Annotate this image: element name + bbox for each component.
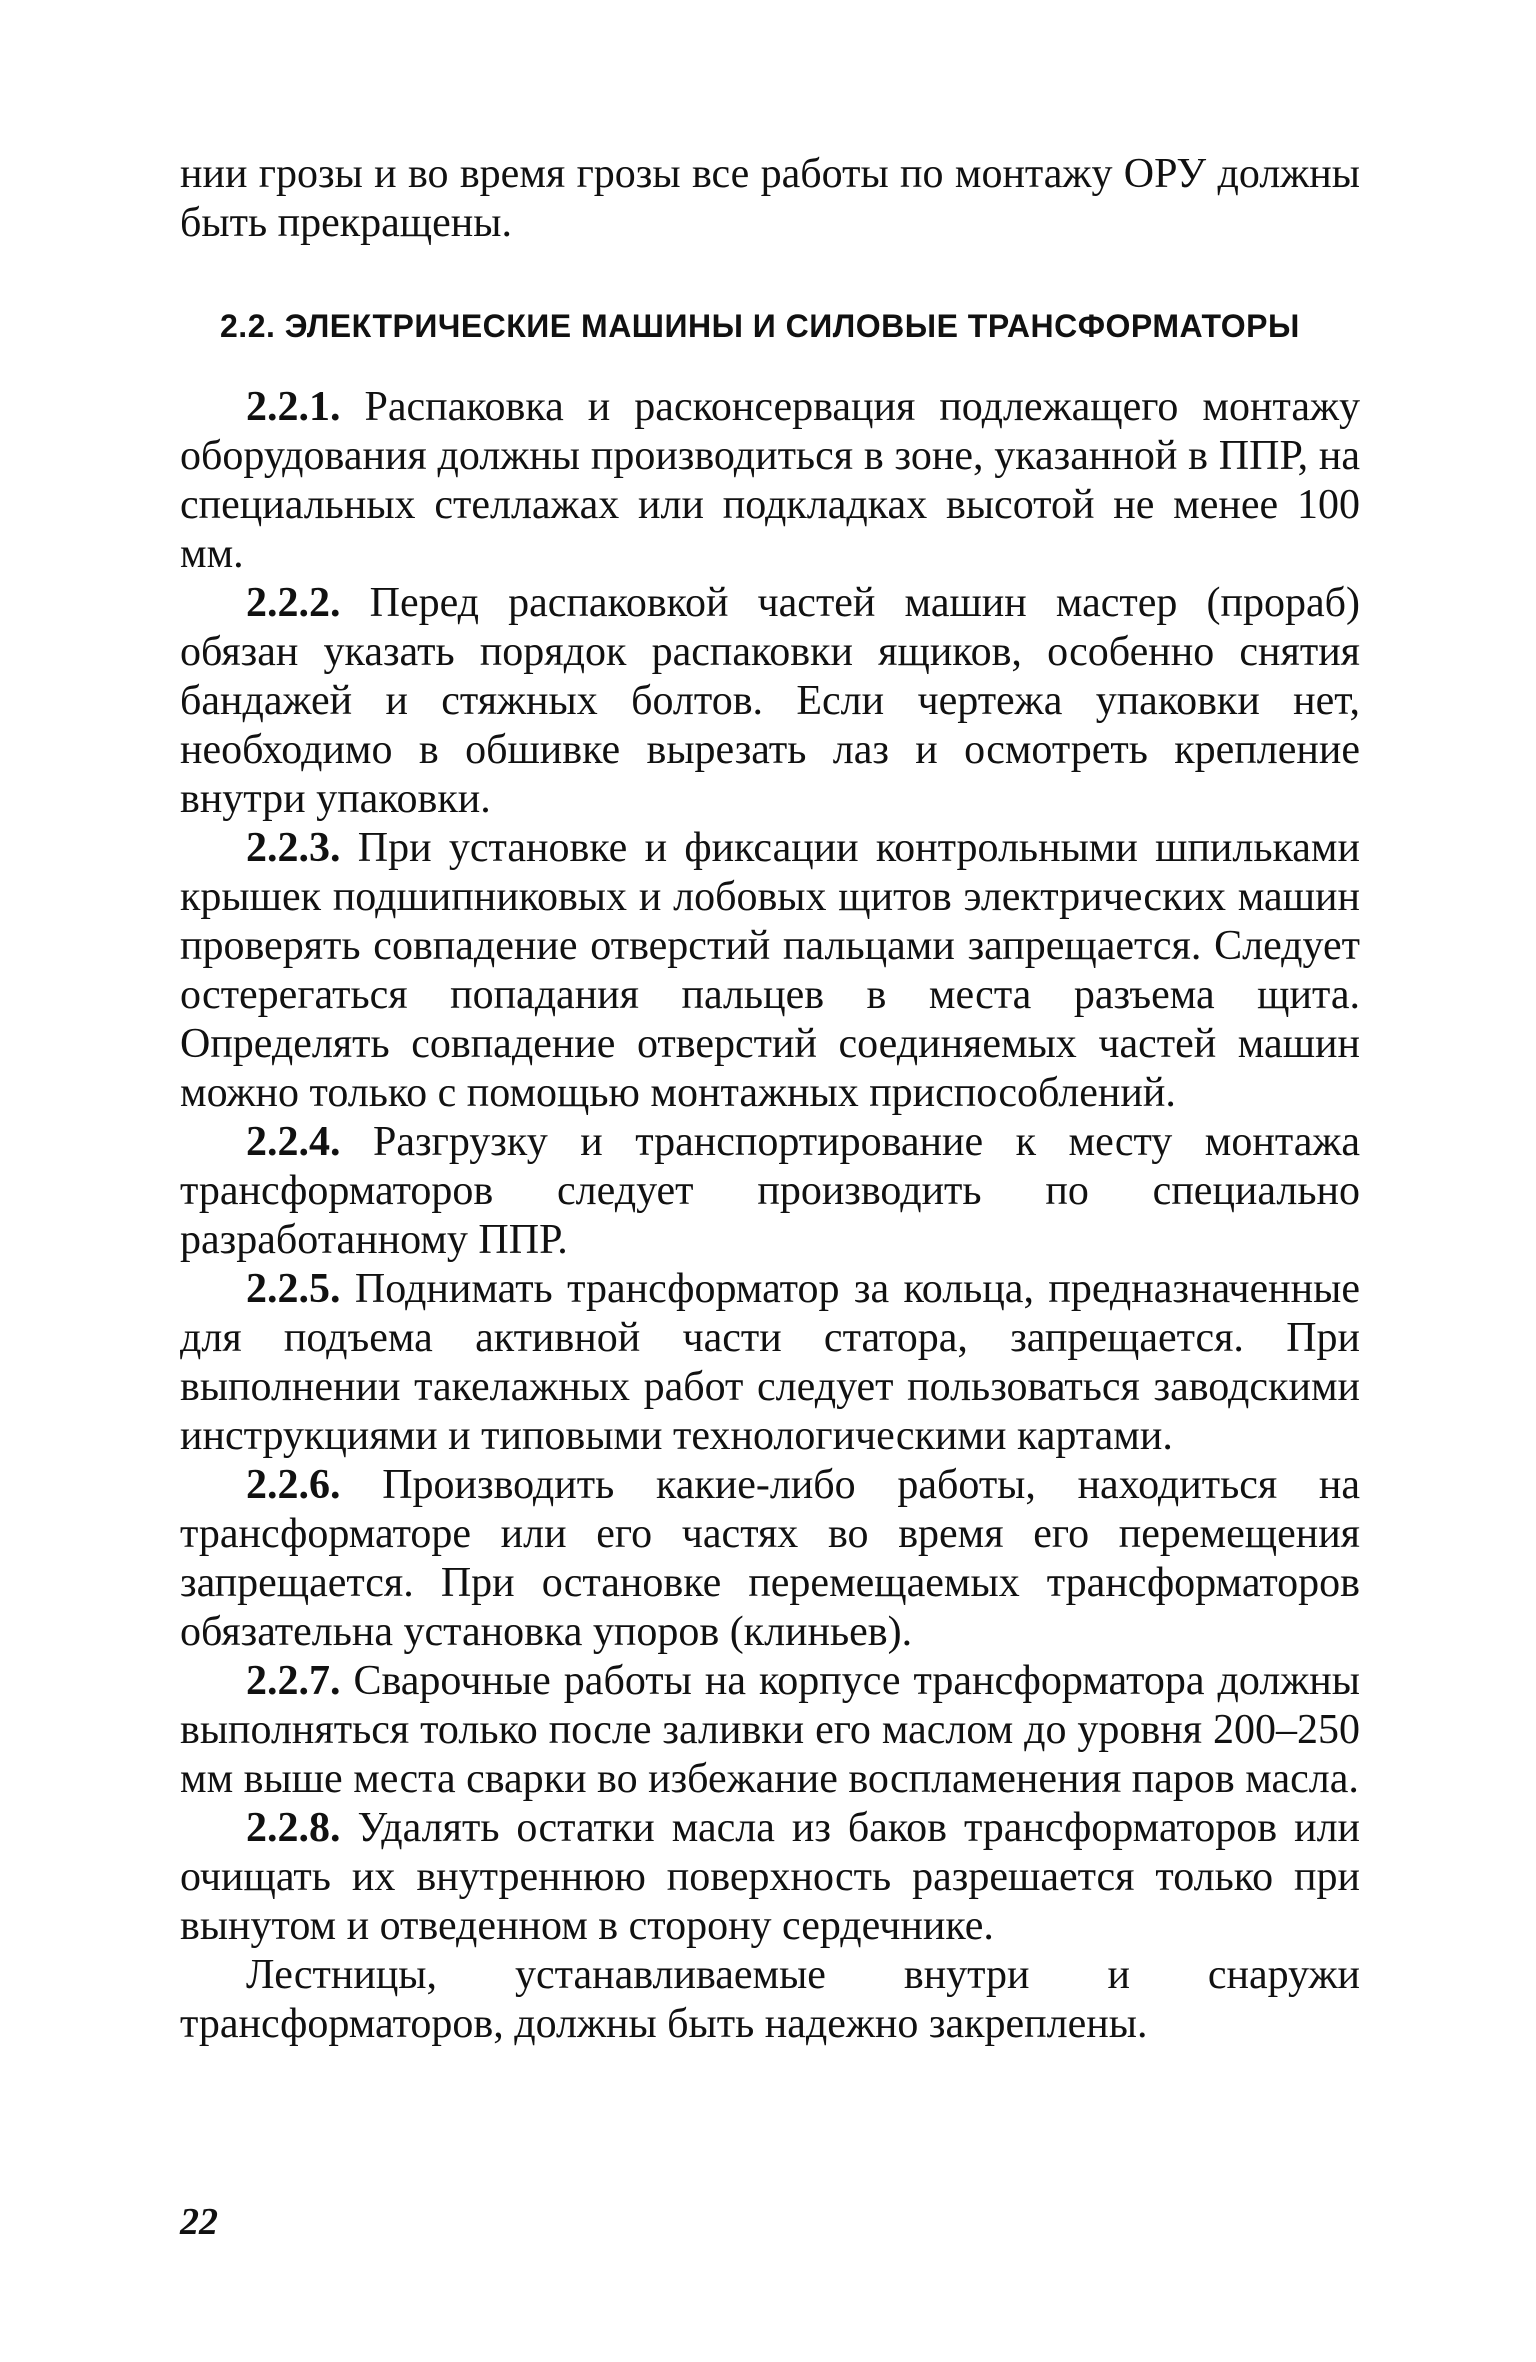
paragraph-2-2-6 [180,1461,1360,1657]
paragraph-number: 2.2.3. [246,825,341,871]
paragraph-2-2-2 [180,579,1360,824]
paragraph-number: 2.2.6. [246,1462,341,1508]
page-number: 22 [180,2201,218,2243]
paragraph-number: 2.2.7. [246,1658,341,1704]
intro-paragraph: нии грозы и во время грозы все работы по монтажу ОРУ должны быть прекращены. [180,151,1360,246]
closing-paragraph: Лестницы, устанавливаемые внутри и снаружи трансформаторов, должны быть надежно закреплены. [180,1952,1360,2047]
section-heading: 2.2. ЭЛЕКТРИЧЕСКИЕ МАШИНЫ И СИЛОВЫЕ ТРАНСФОРМАТОРЫ [220,308,1300,344]
paragraph-text: При установке и фиксации контрольными шпильками крышек подшипниковых и лобовых щитов электрических машин проверять совпадение отверстий пальцами запрещается. Следует остерегаться попадания пальцев в места разъема щита. Определять совпадение отверстий соединяемых частей машин можно только с помощью монтажных приспособлений. [180,825,1360,1116]
paragraph-text: Сварочные работы на корпусе трансформатора должны выполняться только после заливки его маслом до уровня 200–250 мм выше места сварки во избежание воспламенения паров масла. [180,1658,1360,1802]
paragraph-number: 2.2.4. [246,1119,341,1165]
paragraph-text: Перед распаковкой частей машин мастер (прораб) обязан указать порядок распаковки ящиков, особенно снятия бандажей и стяжных болтов. Если чертежа упаковки нет, необходимо в обшивке вырезать лаз и осмотреть крепление внутри упаковки. [180,580,1361,822]
paragraph-text: Распаковка и расконсервация подлежащего монтажу оборудования должны производиться в зоне, указанной в ППР, на специальных стеллажах или подкладках высотой не менее 100 мм. [180,384,1360,577]
paragraph-text: Разгрузку и транспортирование к месту монтажа трансформаторов следует производить по специально разработанному ППР. [180,1119,1361,1263]
paragraph-text: Производить какие-либо работы, находиться на трансформаторе или его частях во время его перемещения запрещается. При остановке перемещаемых трансформаторов обязательна установка упоров (клиньев). [180,1462,1360,1655]
paragraph-number: 2.2.5. [246,1266,341,1312]
paragraph-number: 2.2.8. [246,1805,341,1851]
paragraph-2-2-5 [180,1265,1360,1461]
paragraph-2-2-3 [180,824,1360,1118]
paragraph-2-2-1 [180,383,1360,579]
paragraph-2-2-8 [180,1804,1360,1951]
paragraph-text: Удалять остатки масла из баков трансформаторов или очищать их внутреннюю поверхность разрешается только при вынутом и отведенном в сторону сердечнике. [180,1805,1360,1949]
paragraph-2-2-4 [180,1118,1360,1265]
page-content [180,150,1360,2049]
paragraph-number: 2.2.2. [246,580,341,626]
paragraph-2-2-7 [180,1657,1360,1804]
paragraph-text: Поднимать трансформатор за кольца, предназначенные для подъема активной части статора, запрещается. При выполнении такелажных работ следует пользоваться заводскими инструкциями и типовыми технологическими картами. [180,1266,1360,1459]
paragraph-number: 2.2.1. [246,384,341,430]
